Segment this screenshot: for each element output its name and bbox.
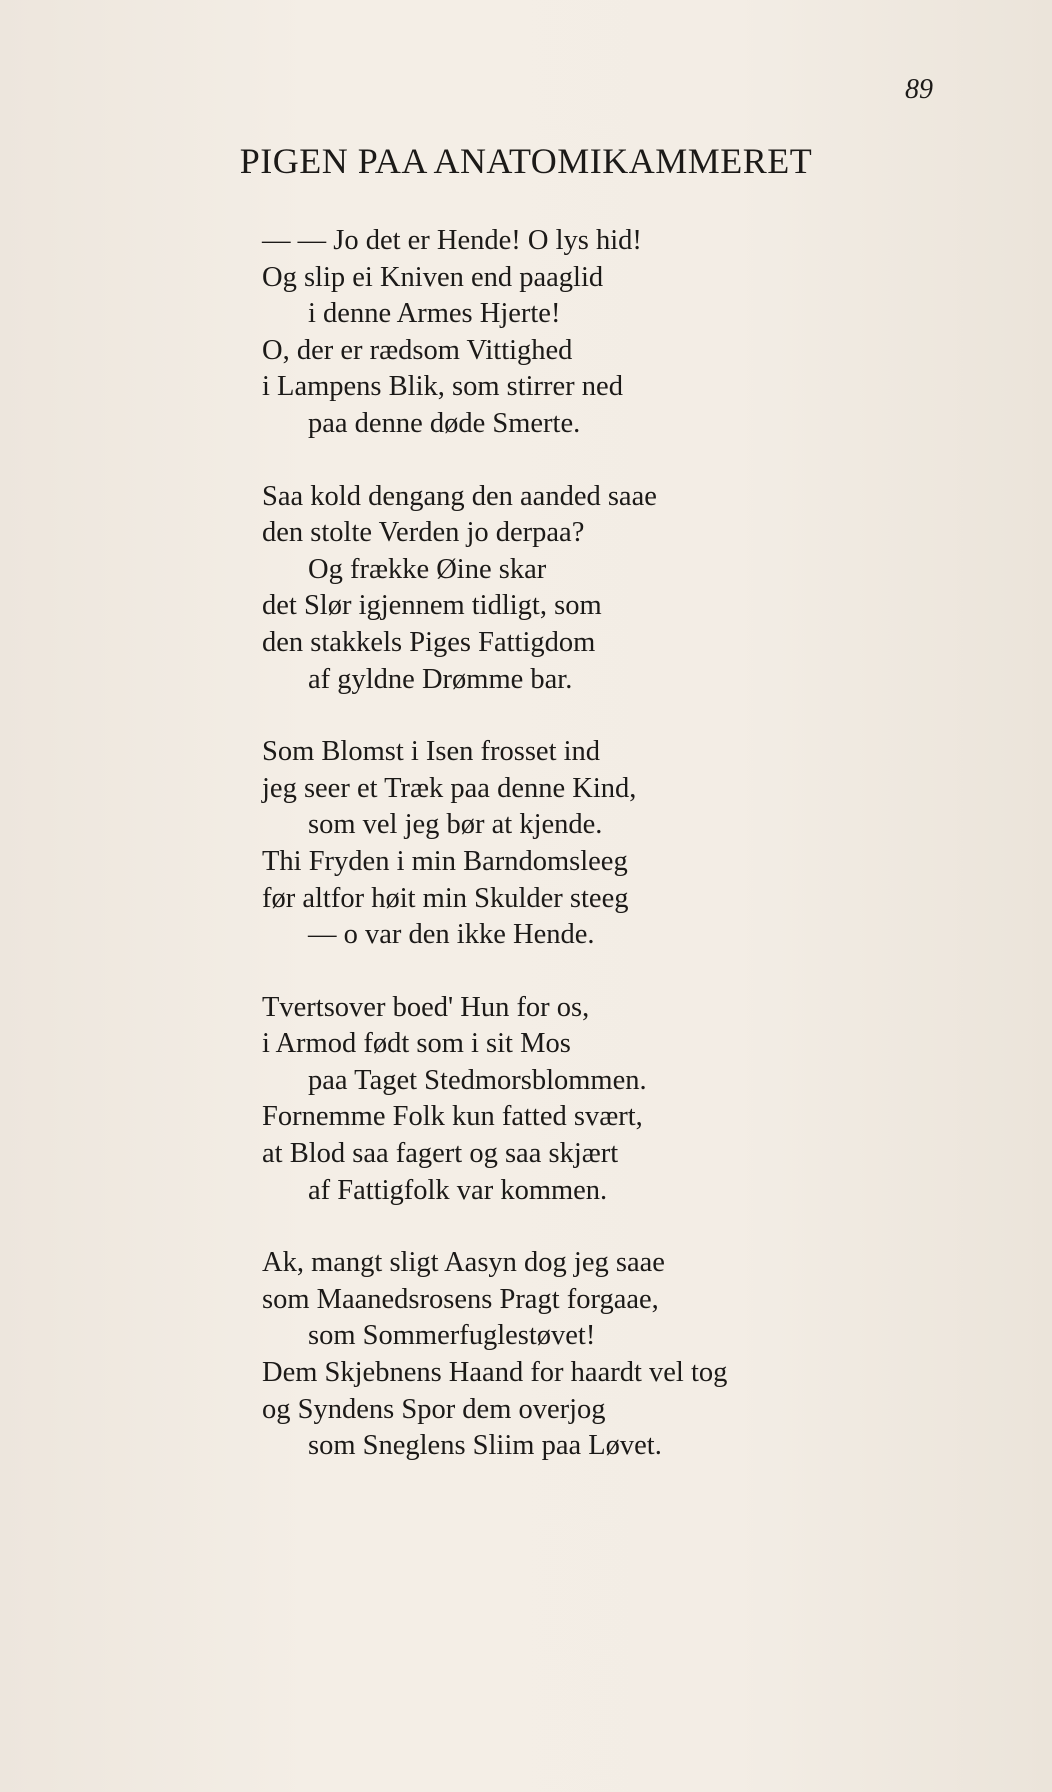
- poem-line: som Sommerfuglestøvet!: [308, 1320, 596, 1352]
- stanza: [262, 1245, 982, 1465]
- poem-line: af gyldne Drømme bar.: [308, 663, 573, 695]
- poem-line: jeg seer et Træk paa denne Kind,: [262, 772, 637, 804]
- stanza: [262, 734, 982, 954]
- poem-line: som Maanedsrosens Pragt forgaae,: [262, 1283, 659, 1315]
- stanza: [262, 223, 982, 443]
- poem-line: det Slør igjennem tidligt, som: [262, 590, 602, 622]
- poem-line: som vel jeg bør at kjende.: [308, 809, 603, 841]
- poem-line: som Sneglens Sliim paa Løvet.: [308, 1430, 662, 1462]
- poem-line: i Lampens Blik, som stirrer ned: [262, 371, 623, 403]
- poem-title: PIGEN PAA ANATOMIKAMMERET: [239, 141, 813, 181]
- poem-line: Og slip ei Kniven end paaglid: [262, 261, 604, 293]
- poem-line: den stakkels Piges Fattigdom: [262, 626, 596, 658]
- poem-line: paa Taget Stedmorsblommen.: [308, 1064, 647, 1096]
- poem-line: Thi Fryden i min Barndomsleeg: [262, 845, 628, 877]
- poem-line: i Armod født som i sit Mos: [262, 1028, 571, 1060]
- poem-line: i denne Armes Hjerte!: [308, 298, 561, 330]
- poem-line: før altfor høit min Skulder steeg: [262, 882, 629, 914]
- poem-line: paa denne døde Smerte.: [308, 407, 581, 439]
- poem-line: Fornemme Folk kun fatted svært,: [262, 1101, 643, 1133]
- poem-line: Som Blomst i Isen frosset ind: [262, 736, 601, 768]
- poem-line: at Blod saa fagert og saa skjært: [262, 1138, 619, 1170]
- poem-line: den stolte Verden jo derpaa?: [262, 517, 585, 549]
- poem-line: Dem Skjebnens Haand for haardt vel tog: [262, 1357, 728, 1389]
- poem-line: Tvertsover boed' Hun for os,: [262, 991, 590, 1023]
- stanza: [262, 479, 982, 699]
- page-number: 89: [905, 74, 933, 105]
- poem-line: Og frække Øine skar: [308, 553, 547, 585]
- poem-line: — o var den ikke Hende.: [308, 919, 595, 951]
- poem-line: Ak, mangt sligt Aasyn dog jeg saae: [262, 1247, 665, 1279]
- poem-line: Saa kold dengang den aanded saae: [262, 480, 657, 512]
- stanza: [262, 990, 982, 1210]
- poem-body: [262, 223, 982, 1501]
- poem-line: O, der er rædsom Vittighed: [262, 334, 573, 366]
- poem-line: og Syndens Spor dem overjog: [262, 1393, 606, 1425]
- poem-line: af Fattigfolk var kommen.: [308, 1174, 608, 1206]
- poem-line: — — Jo det er Hende! O lys hid!: [262, 225, 642, 256]
